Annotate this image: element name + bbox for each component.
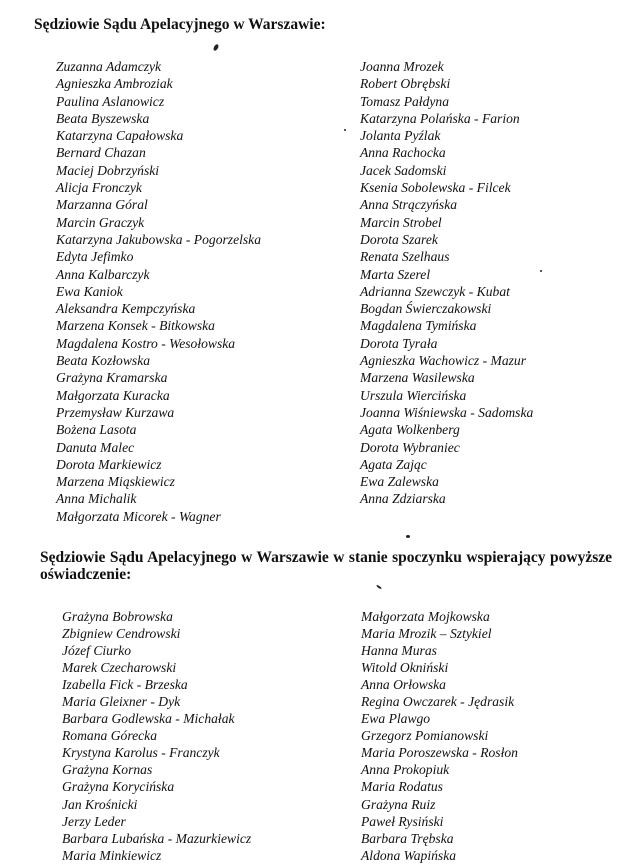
- judge-name: Jerzy Leder: [62, 813, 126, 829]
- judge-name: Jolanta Pyźlak: [360, 128, 441, 144]
- judge-name: Ewa Zalewska: [360, 474, 439, 490]
- judge-name: Magdalena Kostro - Wesołowska: [56, 335, 236, 351]
- judge-name: Barbara Godlewska - Michałak: [62, 711, 235, 727]
- scan-speck: [540, 270, 542, 272]
- judge-name: Maria Mrozik – Sztykiel: [361, 626, 492, 642]
- judge-name: Agnieszka Ambroziak: [56, 76, 173, 92]
- judge-name: Marzanna Góral: [56, 197, 148, 213]
- judge-name: Marcin Strobel: [360, 214, 442, 230]
- judge-name: Bogdan Świerczakowski: [360, 301, 492, 317]
- scan-speck: [406, 535, 410, 538]
- judge-name: Maria Minkiewicz: [62, 847, 162, 863]
- judge-name: Grzegorz Pomianowski: [361, 728, 489, 744]
- judge-name: Dorota Szarek: [360, 231, 438, 247]
- section-1-right-column: [360, 58, 533, 508]
- judge-name: Anna Orłowska: [361, 677, 446, 693]
- judge-name: Dorota Wybraniec: [360, 439, 460, 455]
- judge-name: Bernard Chazan: [56, 145, 146, 161]
- judge-name: Aleksandra Kempczyńska: [56, 301, 196, 317]
- judge-name: Dorota Markiewicz: [56, 456, 162, 472]
- judge-name: Agata Wolkenberg: [360, 422, 460, 438]
- judge-name: Krystyna Karolus - Franczyk: [62, 745, 220, 761]
- judge-name: Jan Krośnicki: [62, 796, 138, 812]
- judge-name: Bożena Lasota: [56, 422, 137, 438]
- judge-name: Katarzyna Capałowska: [56, 128, 184, 144]
- judge-name: Małgorzata Kuracka: [56, 387, 170, 403]
- judge-name: Joanna Mrozek: [360, 59, 444, 74]
- section-2-left-column: [62, 608, 251, 864]
- judge-name: Aldona Wapińska: [361, 847, 457, 863]
- judge-name: Anna Prokopiuk: [361, 762, 450, 778]
- judge-name: Paweł Rysiński: [361, 813, 444, 829]
- judge-name: Przemysław Kurzawa: [56, 404, 175, 420]
- judge-name: Izabella Fick - Brzeska: [62, 677, 188, 693]
- judge-name: Małgorzata Mojkowska: [361, 609, 490, 624]
- judge-name: Marta Szerel: [360, 266, 431, 282]
- judge-name: Ewa Plawgo: [361, 711, 431, 727]
- judge-name: Barbara Trębska: [361, 830, 454, 846]
- judge-name: Agata Zając: [360, 456, 427, 472]
- judge-name: Regina Owczarek - Jędrasik: [361, 694, 515, 710]
- judge-name: Grażyna Kramarska: [56, 370, 168, 386]
- judge-name: Edyta Jefimko: [56, 249, 134, 265]
- judge-name: Ewa Kaniok: [56, 283, 123, 299]
- judge-name: Marzena Konsek - Bitkowska: [56, 318, 215, 334]
- judge-name: Joanna Wiśniewska - Sadomska: [360, 404, 534, 420]
- scan-speck: [376, 584, 382, 589]
- judge-name: Barbara Lubańska - Mazurkiewicz: [62, 830, 252, 846]
- judge-name: Maria Poroszewska - Rosłon: [361, 745, 518, 761]
- judge-name: Adrianna Szewczyk - Kubat: [360, 283, 510, 299]
- judge-name: Beata Byszewska: [56, 110, 150, 126]
- judge-name: Grażyna Kornas: [62, 762, 153, 778]
- judge-name: Marzena Miąskiewicz: [56, 474, 175, 490]
- judge-name: Grażyna Korycińska: [62, 779, 175, 795]
- section-2-right-column: [361, 608, 518, 864]
- judge-name: Alicja Fronczyk: [56, 180, 142, 196]
- judge-name: Grażyna Ruiz: [361, 796, 436, 812]
- judge-name: Romana Górecka: [62, 728, 158, 744]
- judge-name: Maciej Dobrzyński: [56, 162, 160, 178]
- judge-name: Zbigniew Cendrowski: [62, 626, 181, 642]
- judge-name: Zuzanna Adamczyk: [56, 59, 162, 74]
- judge-name: Anna Kalbarczyk: [56, 266, 150, 282]
- section-2-heading: Sędziowie Sądu Apelacyjnego w Warszawie w stanie spoczynku wspierający powyższe oświadczenie:: [40, 549, 612, 583]
- judge-name: Anna Rachocka: [360, 145, 446, 161]
- scan-speck: [213, 43, 220, 51]
- judge-name: Witold Okniński: [361, 660, 449, 676]
- judge-name: Anna Strączyńska: [360, 197, 458, 213]
- judge-name: Urszula Wiercińska: [360, 387, 467, 403]
- judge-name: Katarzyna Polańska - Farion: [360, 110, 520, 126]
- judge-name: Małgorzata Micorek - Wagner: [56, 508, 221, 524]
- judge-name: Paulina Aslanowicz: [56, 93, 165, 109]
- judge-name: Marcin Graczyk: [56, 214, 145, 230]
- judge-name: Marek Czecharowski: [62, 660, 177, 676]
- judge-name: Maria Rodatus: [361, 779, 443, 795]
- judge-name: Hanna Muras: [361, 643, 437, 659]
- judge-name: Agnieszka Wachowicz - Mazur: [360, 353, 527, 369]
- judge-name: Jacek Sadomski: [360, 162, 447, 178]
- judge-name: Dorota Tyrała: [360, 335, 438, 351]
- judge-name: Robert Obrębski: [360, 76, 451, 92]
- section-1-left-column: [56, 58, 261, 525]
- judge-name: Anna Zdziarska: [360, 491, 446, 507]
- judge-name: Józef Ciurko: [62, 643, 132, 659]
- judge-name: Marzena Wasilewska: [360, 370, 475, 386]
- judge-name: Maria Gleixner - Dyk: [62, 694, 181, 710]
- scan-speck: [344, 129, 346, 131]
- judge-name: Renata Szelhaus: [360, 249, 450, 265]
- judge-name: Tomasz Pałdyna: [360, 93, 450, 109]
- judge-name: Danuta Malec: [56, 439, 135, 455]
- judge-name: Grażyna Bobrowska: [62, 609, 173, 624]
- judge-name: Magdalena Tymińska: [360, 318, 477, 334]
- judge-name: Ksenia Sobolewska - Filcek: [360, 180, 511, 196]
- judge-name: Beata Kozłowska: [56, 353, 151, 369]
- judge-name: Katarzyna Jakubowska - Pogorzelska: [56, 231, 262, 247]
- section-1-heading: Sędziowie Sądu Apelacyjnego w Warszawie:: [34, 16, 326, 33]
- judge-name: Anna Michalik: [56, 491, 137, 507]
